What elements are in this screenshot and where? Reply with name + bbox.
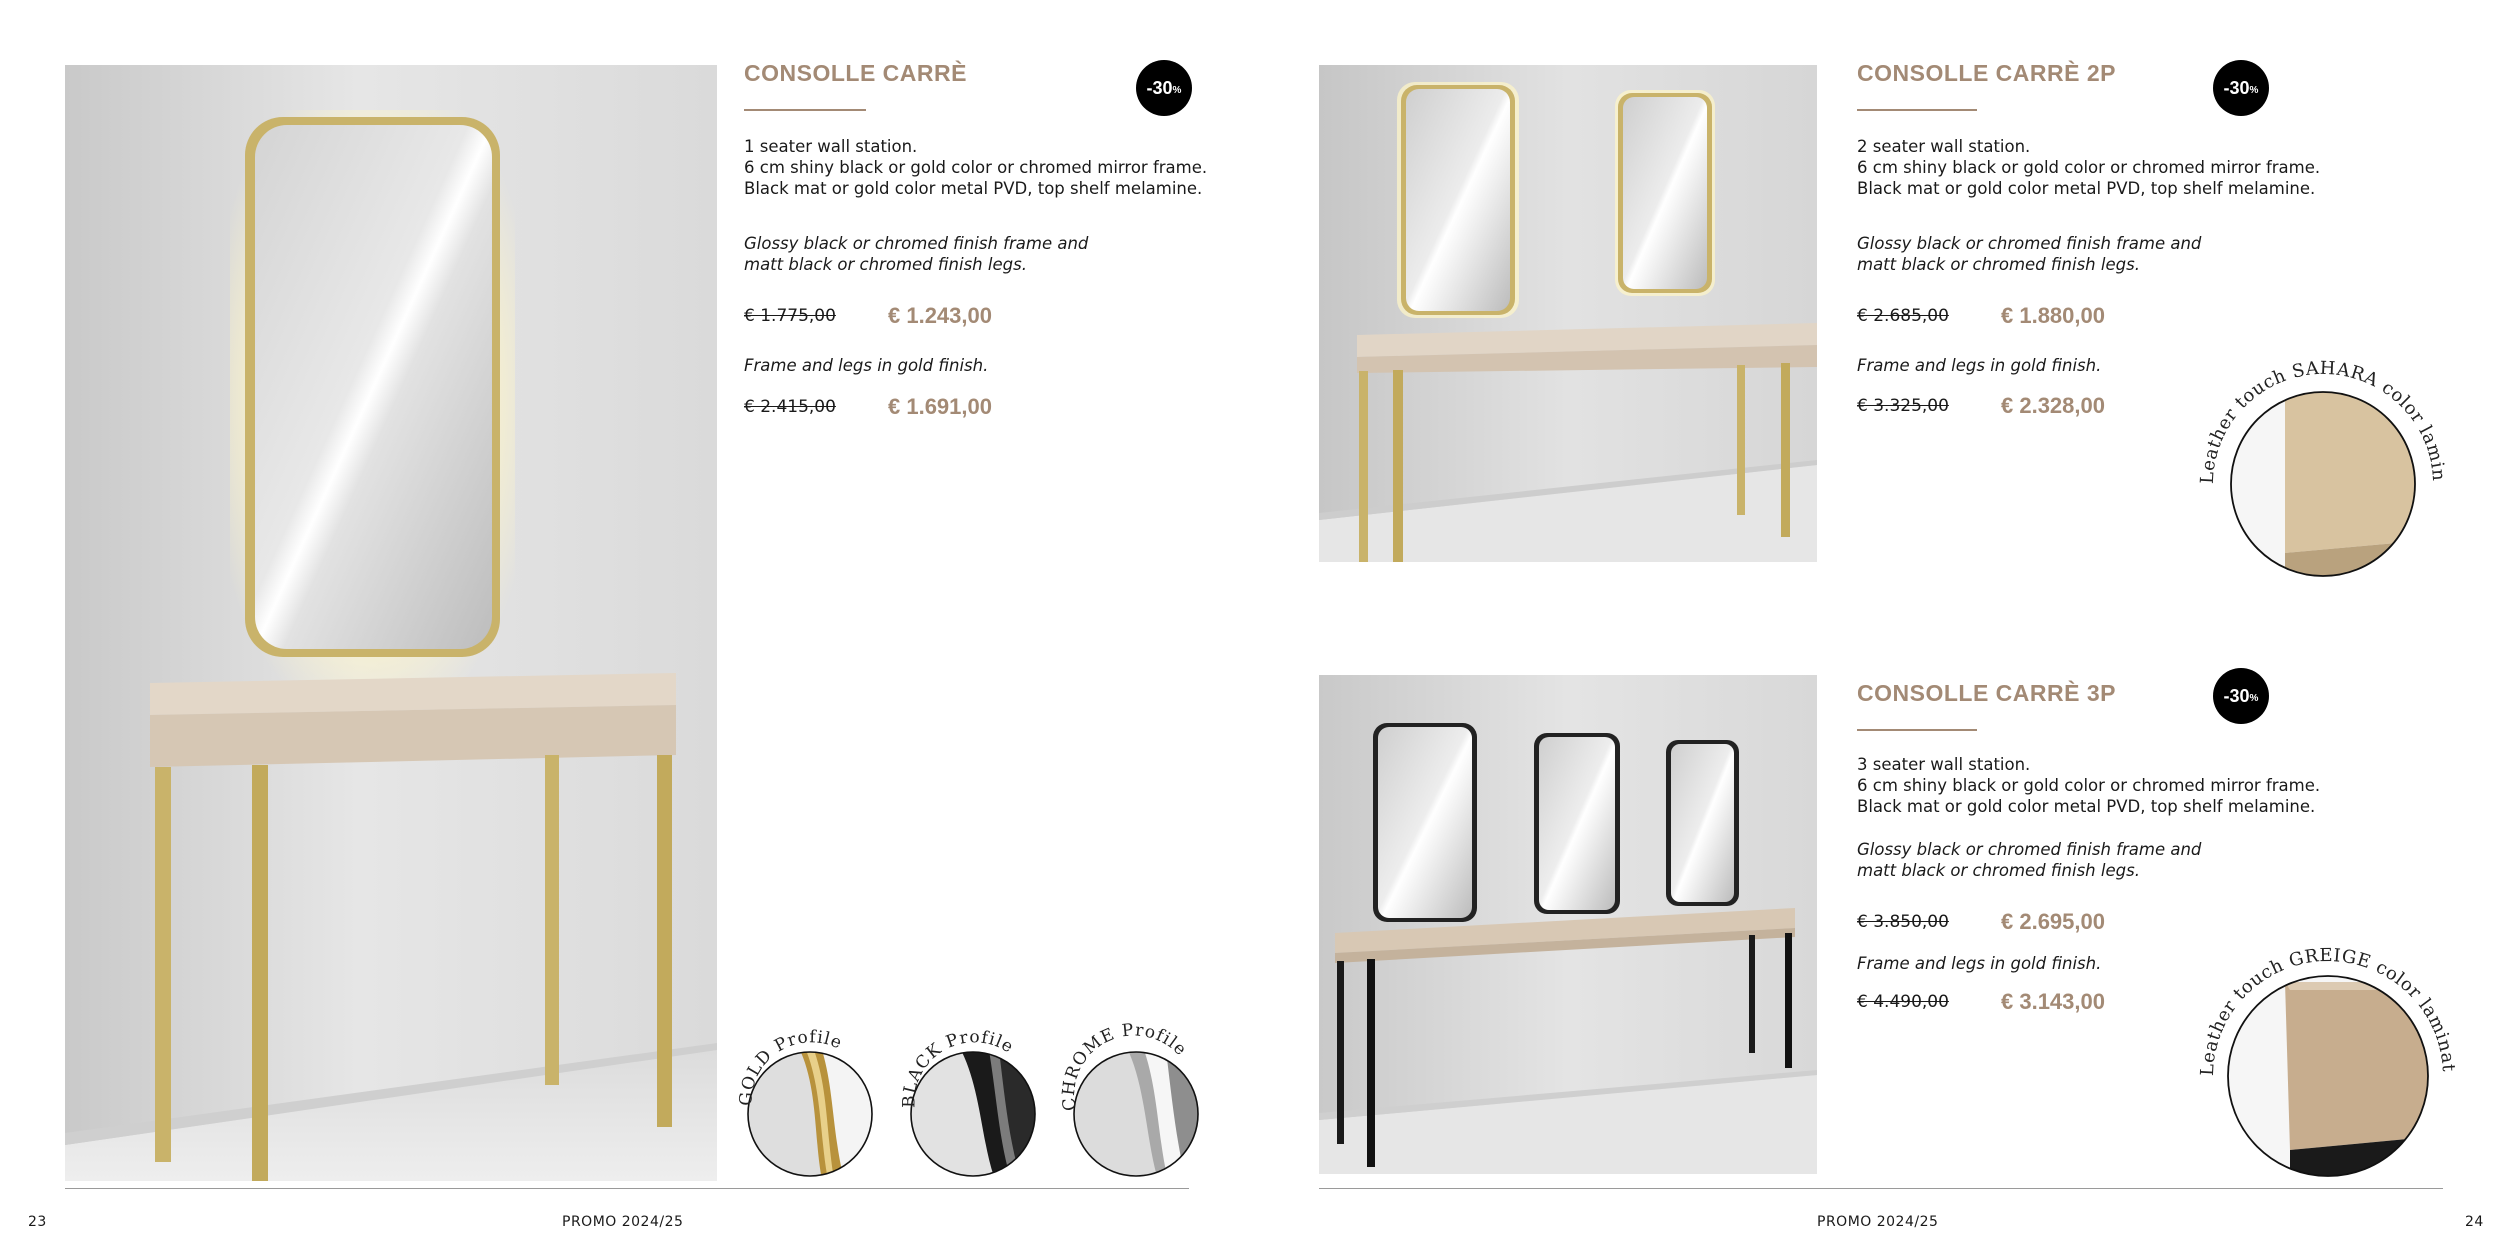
finish-note-line: matt black or chromed finish legs. xyxy=(1857,255,2140,274)
finish-note-line: matt black or chromed finish legs. xyxy=(1857,861,2140,880)
finish-note-line: Glossy black or chromed finish frame and xyxy=(1857,840,2202,859)
chrome-profile-label: CHROME Profile xyxy=(1058,1020,1191,1113)
gold-profile-label: GOLD Profile xyxy=(736,1027,846,1107)
old-price-3p: € 3.850,00 xyxy=(1857,912,1949,932)
old-price-gold: € 2.415,00 xyxy=(744,397,836,417)
footer-divider xyxy=(1319,1188,2443,1189)
promo-footer: PROMO 2024/25 xyxy=(562,1214,684,1230)
product-2p-description xyxy=(1857,136,2320,199)
title-2p-underline xyxy=(1857,109,1977,111)
promo-price: € 1.243,00 xyxy=(888,303,992,328)
discount-badge-3p xyxy=(2213,668,2269,724)
sahara-laminate-swatch xyxy=(2184,319,2460,575)
chrome-profile-swatch xyxy=(1048,1010,1208,1175)
promo-price-gold-3p: € 3.143,00 xyxy=(2001,989,2105,1014)
old-price-2p: € 2.685,00 xyxy=(1857,306,1949,326)
description-line: 2 seater wall station. xyxy=(1857,137,2031,156)
black-profile-swatch xyxy=(885,1010,1045,1175)
product-2p-title: CONSOLLE CARRÈ 2P xyxy=(1857,60,2116,86)
black-profile-label: BLACK Profile xyxy=(899,1027,1018,1109)
discount-badge-2p xyxy=(2213,60,2269,116)
description-line: 6 cm shiny black or gold color or chromed mirror frame. xyxy=(1857,776,2321,795)
gold-finish-note-2p: Frame and legs in gold finish. xyxy=(1857,356,2102,375)
greige-laminate-swatch xyxy=(2184,924,2460,1180)
old-price: € 1.775,00 xyxy=(744,306,836,326)
finish-note-3p xyxy=(1857,839,2201,881)
product-3p-title: CONSOLLE CARRÈ 3P xyxy=(1857,680,2116,706)
product-description xyxy=(744,136,1207,199)
discount-value: -30 xyxy=(2223,77,2250,98)
old-price-gold-3p: € 4.490,00 xyxy=(1857,992,1949,1012)
description-line: 1 seater wall station. xyxy=(744,137,918,156)
discount-value: -30 xyxy=(1146,77,1173,98)
description-line: 6 cm shiny black or gold color or chromed mirror frame. xyxy=(744,158,1208,177)
description-line: Black mat or gold color metal PVD, top shelf melamine. xyxy=(1857,797,2316,816)
old-price-gold-2p: € 3.325,00 xyxy=(1857,396,1949,416)
greige-laminate-label: Leather touch GREIGE color laminate xyxy=(2184,924,2459,1077)
footer-divider xyxy=(65,1188,1189,1189)
page-number: 24 xyxy=(2465,1214,2484,1230)
description-line: 6 cm shiny black or gold color or chromed mirror frame. xyxy=(1857,158,2321,177)
page-number: 23 xyxy=(28,1214,47,1230)
product-title: CONSOLLE CARRÈ xyxy=(744,60,967,86)
gold-finish-note: Frame and legs in gold finish. xyxy=(744,356,989,375)
product-3p-description xyxy=(1857,754,2320,817)
percent-sign: % xyxy=(2249,85,2259,96)
consolle-carre-2p-photo xyxy=(1319,65,1817,562)
sahara-laminate-label: Leather touch SAHARA color laminate xyxy=(2184,319,2450,485)
finish-note-2p xyxy=(1857,233,2201,275)
discount-value: -30 xyxy=(2223,685,2250,706)
promo-price-2p: € 1.880,00 xyxy=(2001,303,2105,328)
description-line: Black mat or gold color metal PVD, top shelf melamine. xyxy=(1857,179,2316,198)
promo-price-3p: € 2.695,00 xyxy=(2001,909,2105,934)
finish-note xyxy=(744,233,1088,275)
title-underline xyxy=(744,109,866,111)
consolle-carre-photo xyxy=(65,65,717,1181)
finish-note-line: Glossy black or chromed finish frame and xyxy=(744,234,1089,253)
description-line: 3 seater wall station. xyxy=(1857,755,2031,774)
title-3p-underline xyxy=(1857,729,1977,731)
promo-price-gold-2p: € 2.328,00 xyxy=(2001,393,2105,418)
finish-note-line: matt black or chromed finish legs. xyxy=(744,255,1027,274)
consolle-carre-3p-photo xyxy=(1319,675,1817,1174)
promo-price-gold: € 1.691,00 xyxy=(888,394,992,419)
percent-sign: % xyxy=(2249,693,2259,704)
finish-note-line: Glossy black or chromed finish frame and xyxy=(1857,234,2202,253)
gold-profile-swatch xyxy=(722,1010,882,1175)
gold-finish-note-3p: Frame and legs in gold finish. xyxy=(1857,954,2102,973)
percent-sign: % xyxy=(1172,85,1182,96)
description-line: Black mat or gold color metal PVD, top shelf melamine. xyxy=(744,179,1203,198)
promo-footer: PROMO 2024/25 xyxy=(1817,1214,1939,1230)
discount-badge xyxy=(1136,60,1192,116)
